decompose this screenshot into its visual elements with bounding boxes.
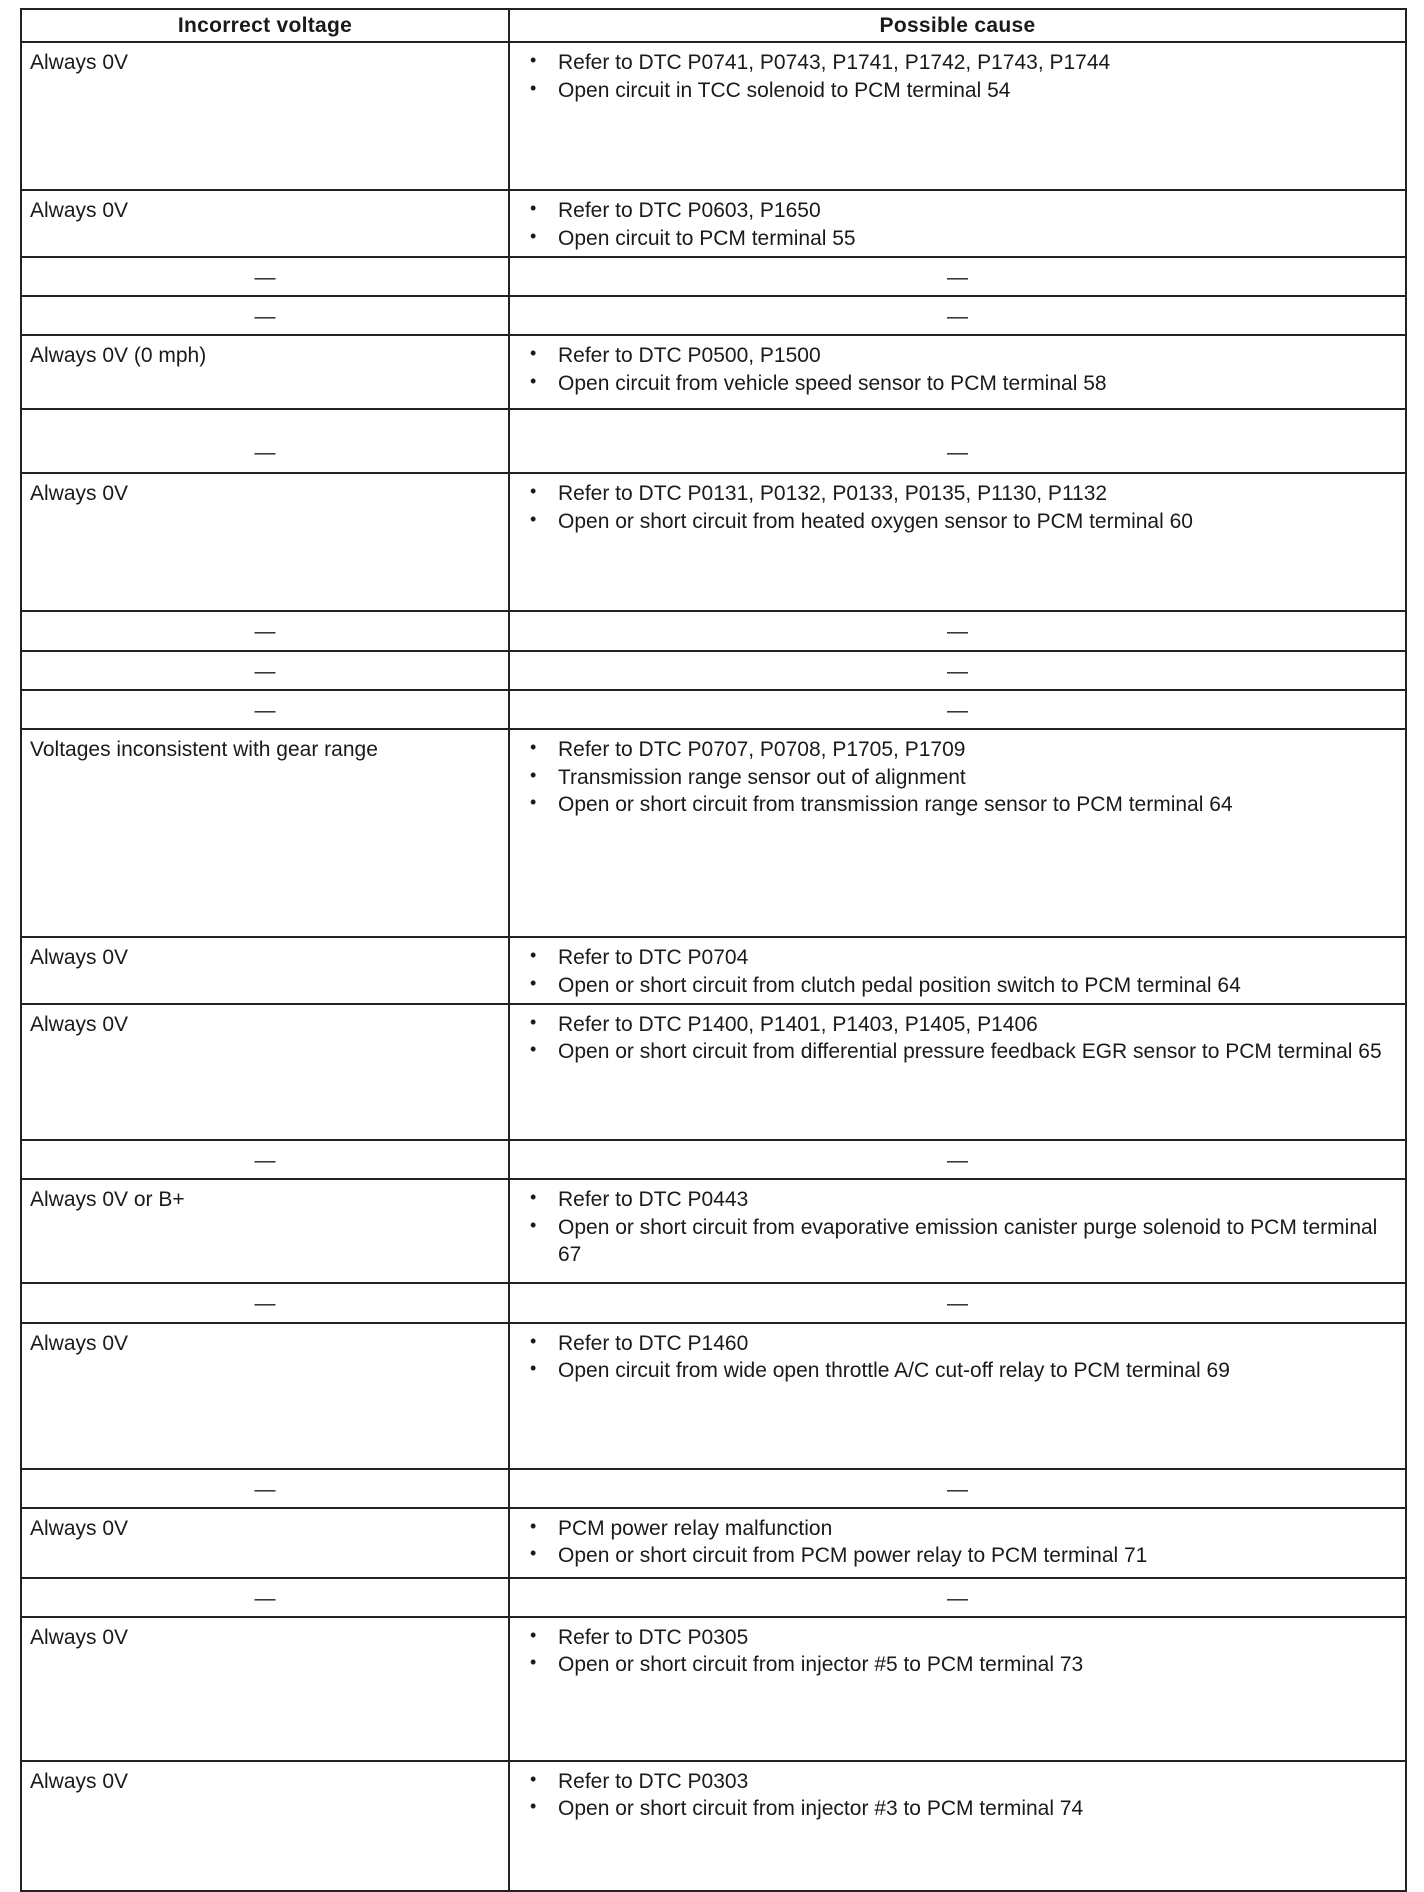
voltage-cell: Always 0V	[21, 1617, 509, 1761]
voltage-cell: Always 0V	[21, 1508, 509, 1578]
table-row	[21, 611, 1406, 650]
cause-cell: —	[509, 409, 1406, 473]
table-row	[21, 409, 1406, 473]
table-row	[21, 1578, 1406, 1617]
voltage-cell: Always 0V	[21, 1004, 509, 1140]
cause-cell: —	[509, 1578, 1406, 1617]
cause-cell: —	[509, 690, 1406, 729]
table-row	[21, 42, 1406, 190]
header-incorrect-voltage: Incorrect voltage	[21, 9, 509, 42]
cause-item: • Open or short circuit from heated oxygen sensor to PCM terminal 60	[530, 508, 1397, 535]
voltage-cell: Always 0V	[21, 473, 509, 611]
diagnostic-table	[20, 8, 1407, 1892]
cause-cell	[509, 1004, 1406, 1140]
table-row	[21, 257, 1406, 296]
table-row	[21, 335, 1406, 409]
cause-item: • Open circuit in TCC solenoid to PCM terminal 54	[530, 77, 1397, 104]
cause-item: • Refer to DTC P0303	[530, 1768, 1397, 1795]
table-row	[21, 1508, 1406, 1578]
cause-cell	[509, 335, 1406, 409]
cause-item: • Open or short circuit from PCM power relay to PCM terminal 71	[530, 1542, 1397, 1569]
cause-cell: —	[509, 296, 1406, 335]
cause-cell: —	[509, 651, 1406, 690]
cause-cell	[509, 1761, 1406, 1891]
cause-cell	[509, 473, 1406, 611]
voltage-cell: Always 0V	[21, 937, 509, 1004]
voltage-cell: Always 0V	[21, 1761, 509, 1891]
cause-cell	[509, 1617, 1406, 1761]
voltage-cell: —	[21, 1283, 509, 1322]
header-possible-cause: Possible cause	[509, 9, 1406, 42]
cause-item: • Refer to DTC P0741, P0743, P1741, P1742, P1743, P1744	[530, 49, 1397, 76]
cause-cell: —	[509, 1140, 1406, 1179]
table-row	[21, 190, 1406, 257]
cause-item: • Transmission range sensor out of alignment	[530, 764, 1397, 791]
voltage-cell: —	[21, 296, 509, 335]
voltage-cell: Voltages inconsistent with gear range	[21, 729, 509, 937]
cause-item: • Open or short circuit from transmission range sensor to PCM terminal 64	[530, 791, 1397, 818]
cause-item: • PCM power relay malfunction	[530, 1515, 1397, 1542]
table-row	[21, 651, 1406, 690]
cause-item: • Refer to DTC P0603, P1650	[530, 197, 1397, 224]
table-header-row	[21, 9, 1406, 42]
cause-item: • Open or short circuit from differential pressure feedback EGR sensor to PCM terminal 65	[530, 1038, 1397, 1065]
voltage-cell: —	[21, 257, 509, 296]
cause-cell	[509, 937, 1406, 1004]
cause-cell	[509, 729, 1406, 937]
cause-item: • Open circuit from vehicle speed sensor to PCM terminal 58	[530, 370, 1397, 397]
cause-item: • Refer to DTC P0500, P1500	[530, 342, 1397, 369]
table-row	[21, 1323, 1406, 1469]
cause-cell: —	[509, 257, 1406, 296]
voltage-cell: —	[21, 1578, 509, 1617]
voltage-cell: Always 0V (0 mph)	[21, 335, 509, 409]
cause-item: • Open circuit from wide open throttle A/C cut-off relay to PCM terminal 69	[530, 1357, 1397, 1384]
voltage-cell: Always 0V	[21, 1323, 509, 1469]
cause-item: • Refer to DTC P0305	[530, 1624, 1397, 1651]
cause-cell: —	[509, 1283, 1406, 1322]
cause-cell	[509, 1508, 1406, 1578]
table-row	[21, 1004, 1406, 1140]
table-row	[21, 937, 1406, 1004]
voltage-cell: —	[21, 611, 509, 650]
voltage-cell: Always 0V or B+	[21, 1179, 509, 1283]
table-row	[21, 729, 1406, 937]
table-row	[21, 690, 1406, 729]
cause-cell	[509, 1323, 1406, 1469]
cause-item: • Open or short circuit from clutch pedal position switch to PCM terminal 64	[530, 972, 1397, 999]
voltage-cell: Always 0V	[21, 42, 509, 190]
cause-item: • Refer to DTC P0443	[530, 1186, 1397, 1213]
table-row	[21, 296, 1406, 335]
table-row	[21, 1283, 1406, 1322]
voltage-cell: —	[21, 1469, 509, 1508]
cause-item: • Open or short circuit from injector #5 to PCM terminal 73	[530, 1651, 1397, 1678]
cause-cell	[509, 1179, 1406, 1283]
voltage-cell: —	[21, 1140, 509, 1179]
voltage-cell: —	[21, 651, 509, 690]
table-row	[21, 1140, 1406, 1179]
cause-item: • Refer to DTC P1400, P1401, P1403, P1405, P1406	[530, 1011, 1397, 1038]
cause-item: • Open or short circuit from injector #3 to PCM terminal 74	[530, 1795, 1397, 1822]
cause-item: • Open or short circuit from evaporative emission canister purge solenoid to PCM terminal 67	[530, 1214, 1397, 1269]
table-row	[21, 1469, 1406, 1508]
table-row	[21, 1761, 1406, 1891]
cause-cell: —	[509, 611, 1406, 650]
voltage-cell: —	[21, 690, 509, 729]
cause-cell	[509, 190, 1406, 257]
voltage-cell: Always 0V	[21, 190, 509, 257]
cause-item: • Open circuit to PCM terminal 55	[530, 225, 1397, 252]
cause-cell: —	[509, 1469, 1406, 1508]
table-row	[21, 473, 1406, 611]
cause-item: • Refer to DTC P0131, P0132, P0133, P0135, P1130, P1132	[530, 480, 1397, 507]
table-row	[21, 1179, 1406, 1283]
cause-item: • Refer to DTC P1460	[530, 1330, 1397, 1357]
voltage-cell: —	[21, 409, 509, 473]
cause-cell	[509, 42, 1406, 190]
cause-item: • Refer to DTC P0707, P0708, P1705, P1709	[530, 736, 1397, 763]
table-row	[21, 1617, 1406, 1761]
cause-item: • Refer to DTC P0704	[530, 944, 1397, 971]
